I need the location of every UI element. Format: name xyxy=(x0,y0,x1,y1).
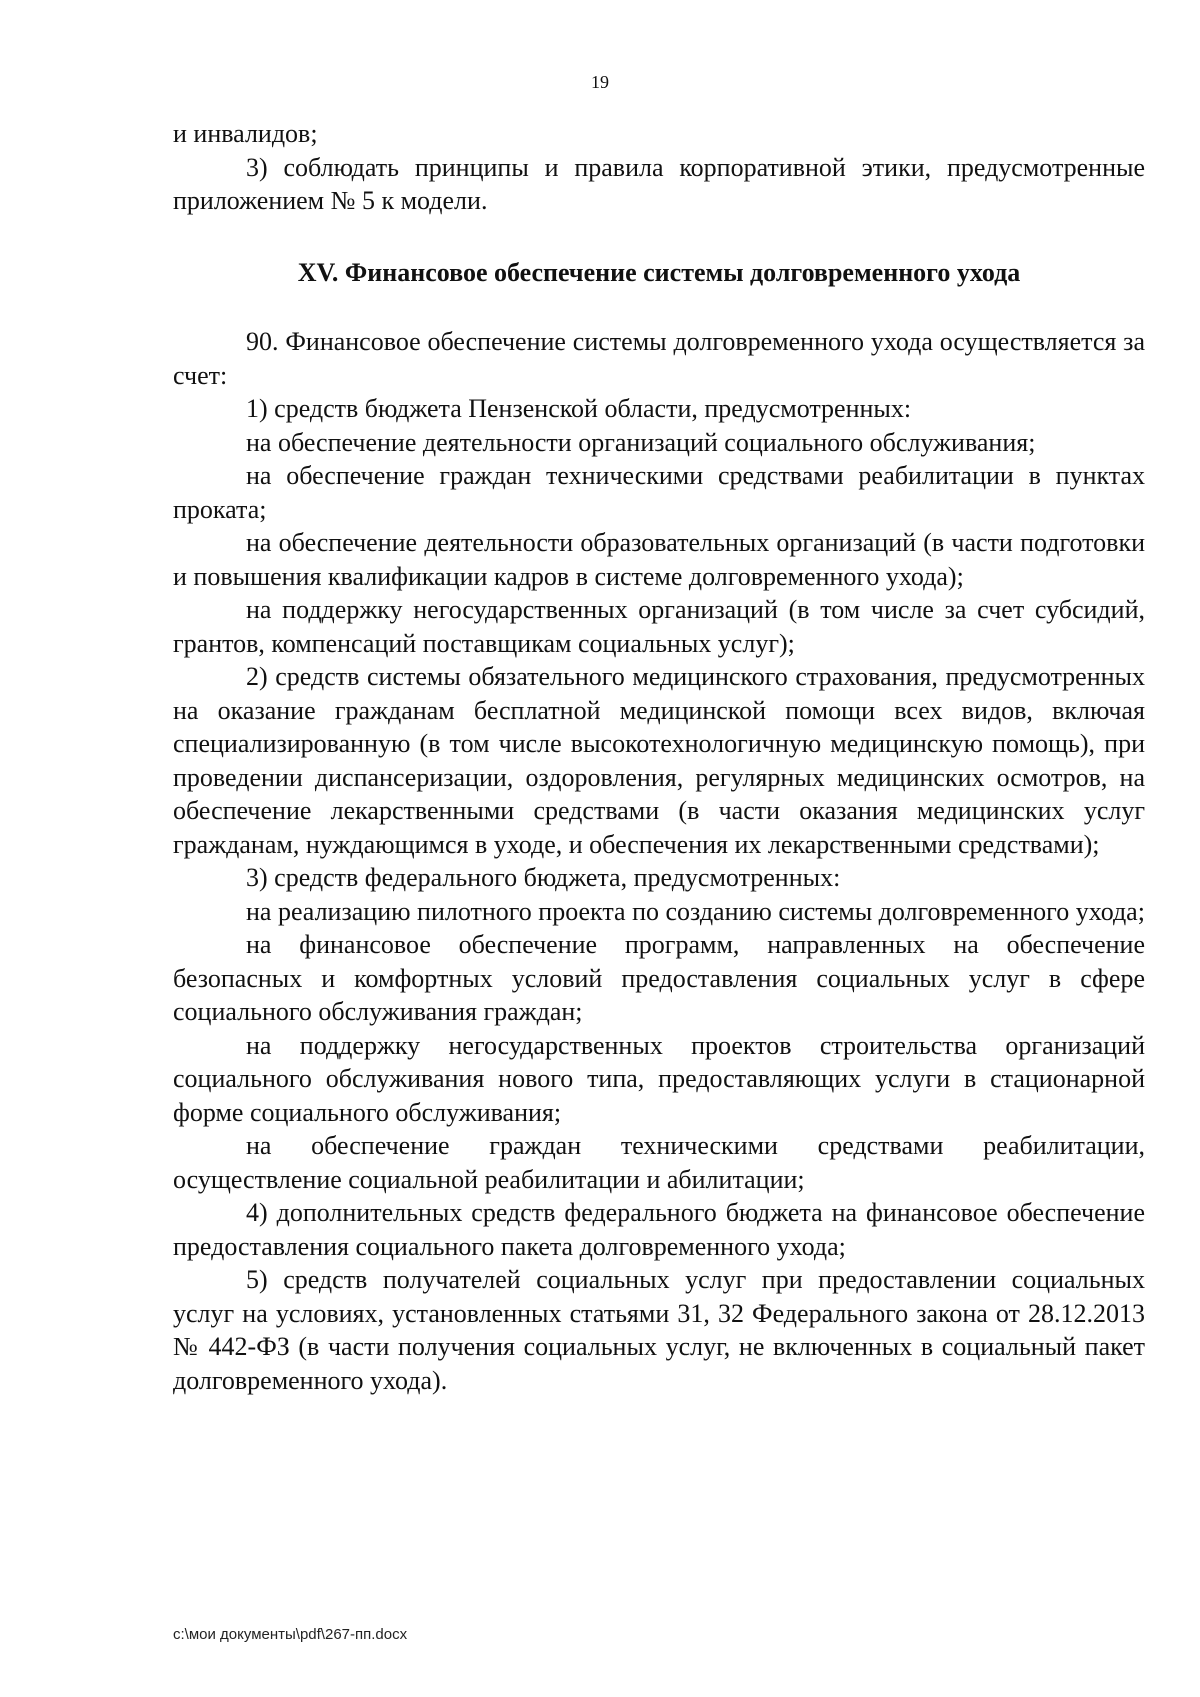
paragraph: 3) соблюдать принципы и правила корпоративной этики, предусмотренные приложением № 5 к модели. xyxy=(173,152,1145,215)
file-path-footer: c:\мои документы\pdf\267-пп.docx xyxy=(173,1626,408,1643)
paragraph: на финансовое обеспечение программ, направленных на обеспечение безопасных и комфортных условий предоставления социальных услуг в сфере социального обслуживания граждан; xyxy=(173,930,1145,1026)
paragraph: на поддержку негосударственных проектов строительства организаций социального обслуживания нового типа, предоставляющих услуги в стационарной форме социального обслуживания; xyxy=(173,1030,1145,1127)
paragraph: на обеспечение деятельности организаций социального обслуживания; xyxy=(246,427,1036,457)
paragraph: на обеспечение деятельности образовательных организаций (в части подготовки и повышения квалификации кадров в системе долговременного ухода); xyxy=(173,528,1145,591)
paragraph: 5) средств получателей социальных услуг при предоставлении социальных услуг на условиях, установленных статьями 31, 32 Федерального закона от 28.12.2013 № 442-ФЗ (в части получения социальных услуг, не включенных в социальный пакет долговременного ухода). xyxy=(173,1265,1145,1395)
paragraph: и инвалидов; xyxy=(173,119,318,148)
paragraph: на реализацию пилотного проекта по созданию системы долговременного ухода; xyxy=(246,896,1145,926)
paragraph: 4) дополнительных средств федерального бюджета на финансовое обеспечение предоставления социального пакета долговременного ухода; xyxy=(173,1198,1145,1261)
paragraph: 90. Финансовое обеспечение системы долговременного ухода осуществляется за счет: xyxy=(173,327,1145,390)
paragraph: 3) средств федерального бюджета, предусмотренных: xyxy=(246,863,841,892)
section-heading: XV. Финансовое обеспечение системы долговременного ухода xyxy=(297,257,1021,287)
paragraph: на обеспечение граждан техническими средствами реабилитации в пунктах проката; xyxy=(173,461,1145,524)
page-number: 19 xyxy=(591,72,609,92)
paragraph: на поддержку негосударственных организаций (в том числе за счет субсидий, грантов, компенсаций поставщикам социальных услуг); xyxy=(173,595,1145,658)
paragraph: 2) средств системы обязательного медицинского страхования, предусмотренных на оказание гражданам бесплатной медицинской помощи всех видов, включая специализированную (в том числе высокотехнологичную медицинскую помощь), при проведении диспансеризации, оздоровления, регулярных медицинских осмотров, на обеспечение лекарственными средствами (в части оказания медицинских услуг гражданам, нуждающимся в уходе, и обеспечения их лекарственными средствами); xyxy=(173,662,1145,859)
section-body xyxy=(173,325,1145,1397)
document-body xyxy=(173,117,1145,1397)
paragraph: 1) средств бюджета Пензенской области, предусмотренных: xyxy=(246,394,912,423)
paragraph: на обеспечение граждан техническими средствами реабилитации, осуществление социальной реабилитации и абилитации; xyxy=(173,1131,1145,1194)
preceding-section-tail xyxy=(173,117,1145,218)
